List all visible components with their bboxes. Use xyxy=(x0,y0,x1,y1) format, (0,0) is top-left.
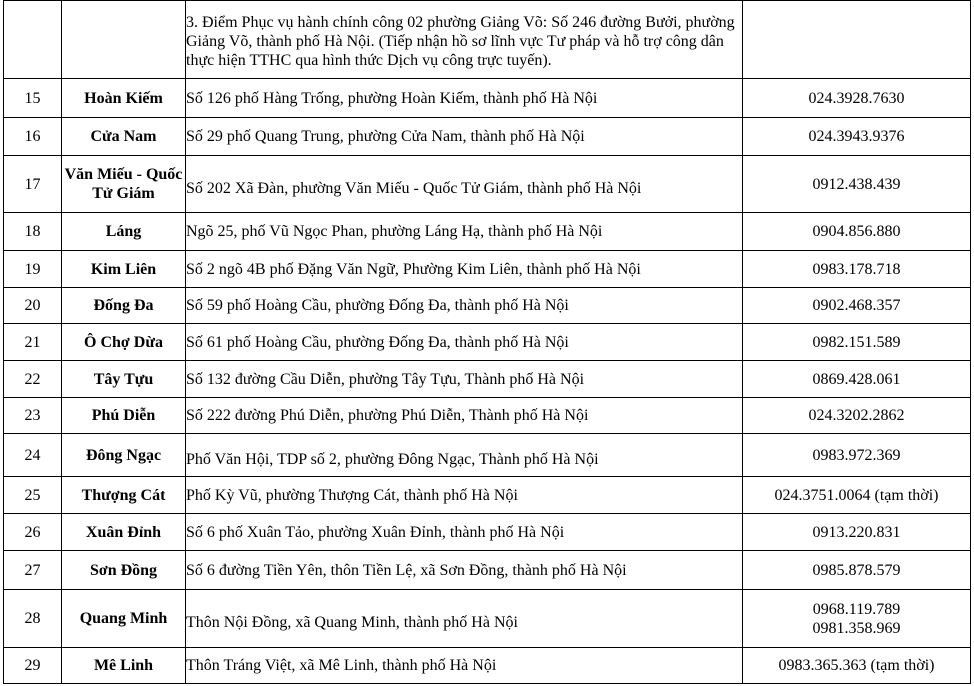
phone-number: 024.3202.2862 xyxy=(808,407,905,424)
row-address: Thôn Tráng Việt, xã Mê Linh, thành phố Hà Nội xyxy=(186,648,743,684)
row-number: 21 xyxy=(4,324,62,361)
row-phone xyxy=(743,477,971,514)
table-row xyxy=(4,477,971,514)
row-address: Thôn Nội Đồng, xã Quang Minh, thành phố Hà Nội xyxy=(186,590,743,648)
row-phone xyxy=(743,324,971,361)
row-address: Số 59 phố Hoàng Cầu, phường Đống Đa, thành phố Hà Nội xyxy=(186,288,743,324)
phone-number: 0985.878.579 xyxy=(812,561,901,579)
row-phone xyxy=(743,648,971,684)
row-phone xyxy=(743,361,971,398)
row-phone xyxy=(743,118,971,156)
row-address: Số 132 đường Cầu Diễn, phường Tây Tựu, Thành phố Hà Nội xyxy=(186,361,743,398)
phone-number: 0981.358.969 xyxy=(812,619,901,637)
row-address: Số 126 phố Hàng Trống, phường Hoàn Kiếm, thành phố Hà Nội xyxy=(186,79,743,118)
table-row xyxy=(4,156,971,213)
row-address: Số 6 đường Tiền Yên, thôn Tiền Lệ, xã Sơn Đồng, thành phố Hà Nội xyxy=(186,551,743,590)
table-row xyxy=(4,324,971,361)
row-number: 17 xyxy=(4,156,62,213)
row-number: 25 xyxy=(4,477,62,514)
row-number: 26 xyxy=(4,514,62,551)
row-ward: Kim Liên xyxy=(62,251,186,288)
phone-number: 0983.972.369 xyxy=(812,446,901,464)
row-number: 28 xyxy=(4,590,62,648)
row-number: 16 xyxy=(4,118,62,156)
row-phone xyxy=(743,398,971,434)
row-ward: Mê Linh xyxy=(62,648,186,684)
continuation-phone xyxy=(743,1,971,79)
row-number: 18 xyxy=(4,213,62,251)
row-address: Phố Kỳ Vũ, phường Thượng Cát, thành phố Hà Nội xyxy=(186,477,743,514)
continuation-address: 3. Điểm Phục vụ hành chính công 02 phường Giảng Võ: Số 246 đường Bưởi, phường Giảng Võ, thành phố Hà Nội. (Tiếp nhận hồ sơ lĩnh vực Tư pháp và hỗ trợ công dân thực hiện TTHC qua hình thức Dịch vụ công trực tuyến). xyxy=(186,1,743,79)
row-address: Số 61 phố Hoàng Cầu, phường Đống Đa, thành phố Hà Nội xyxy=(186,324,743,361)
phone-number: 024.3928.7630 xyxy=(808,89,905,107)
row-phone xyxy=(743,79,971,118)
row-number: 19 xyxy=(4,251,62,288)
row-number: 15 xyxy=(4,79,62,118)
row-ward: Tây Tựu xyxy=(62,361,186,398)
phone-number: 0912.438.439 xyxy=(812,175,901,193)
row-phone xyxy=(743,213,971,251)
row-ward: Quang Minh xyxy=(62,590,186,648)
row-number: 23 xyxy=(4,398,62,434)
phone-number: 0904.856.880 xyxy=(812,223,901,240)
row-ward: Sơn Đồng xyxy=(62,551,186,590)
table-row xyxy=(4,551,971,590)
row-ward: Ô Chợ Dừa xyxy=(62,324,186,361)
continuation-ward xyxy=(62,1,186,79)
row-phone xyxy=(743,156,971,213)
row-address: Số 222 đường Phú Diễn, phường Phú Diễn, Thành phố Hà Nội xyxy=(186,398,743,434)
row-ward: Phú Diễn xyxy=(62,398,186,434)
phone-number: 024.3751.0064 (tạm thời) xyxy=(774,486,939,504)
row-number: 27 xyxy=(4,551,62,590)
row-ward: Thượng Cát xyxy=(62,477,186,514)
table-row xyxy=(4,213,971,251)
row-address: Số 29 phố Quang Trung, phường Cửa Nam, thành phố Hà Nội xyxy=(186,118,743,156)
phone-number: 0968.119.789 xyxy=(812,600,901,618)
table-row xyxy=(4,361,971,398)
row-phone xyxy=(743,590,971,648)
row-ward: Đông Ngạc xyxy=(62,434,186,477)
row-phone xyxy=(743,251,971,288)
row-ward: Văn Miếu - Quốc Tử Giám xyxy=(62,156,186,213)
row-phone xyxy=(743,514,971,551)
table-row xyxy=(4,514,971,551)
row-ward: Đống Đa xyxy=(62,288,186,324)
row-ward: Xuân Đỉnh xyxy=(62,514,186,551)
row-ward: Láng xyxy=(62,213,186,251)
continuation-number xyxy=(4,1,62,79)
phone-number: 0983.365.363 (tạm thời) xyxy=(778,657,935,674)
table-row xyxy=(4,251,971,288)
phone-number: 0983.178.718 xyxy=(812,260,901,278)
row-number: 24 xyxy=(4,434,62,477)
row-ward: Cửa Nam xyxy=(62,118,186,156)
row-number: 22 xyxy=(4,361,62,398)
phone-number: 0982.151.589 xyxy=(812,333,901,351)
phone-number: 0913.220.831 xyxy=(812,523,901,541)
row-phone xyxy=(743,551,971,590)
row-phone xyxy=(743,288,971,324)
table-row xyxy=(4,288,971,324)
continuation-row xyxy=(4,1,971,79)
row-number: 20 xyxy=(4,288,62,324)
table-row xyxy=(4,398,971,434)
phone-number: 0869.428.061 xyxy=(812,370,901,388)
row-number: 29 xyxy=(4,648,62,684)
table-row xyxy=(4,79,971,118)
row-ward: Hoàn Kiếm xyxy=(62,79,186,118)
row-phone xyxy=(743,434,971,477)
table-row xyxy=(4,590,971,648)
phone-number: 0902.468.357 xyxy=(812,297,901,314)
service-points-table xyxy=(3,0,971,684)
row-address: Số 6 phố Xuân Tảo, phường Xuân Đỉnh, thành phố Hà Nội xyxy=(186,514,743,551)
table-row xyxy=(4,118,971,156)
phone-number: 024.3943.9376 xyxy=(808,128,905,145)
table-row xyxy=(4,434,971,477)
row-address: Số 202 Xã Đàn, phường Văn Miếu - Quốc Tử Giám, thành phố Hà Nội xyxy=(186,156,743,213)
row-address: Ngõ 25, phố Vũ Ngọc Phan, phường Láng Hạ, thành phố Hà Nội xyxy=(186,213,743,251)
row-address: Phố Văn Hội, TDP số 2, phường Đông Ngạc, Thành phố Hà Nội xyxy=(186,434,743,477)
table-row xyxy=(4,648,971,684)
row-address: Số 2 ngõ 4B phố Đặng Văn Ngữ, Phường Kim Liên, thành phố Hà Nội xyxy=(186,251,743,288)
